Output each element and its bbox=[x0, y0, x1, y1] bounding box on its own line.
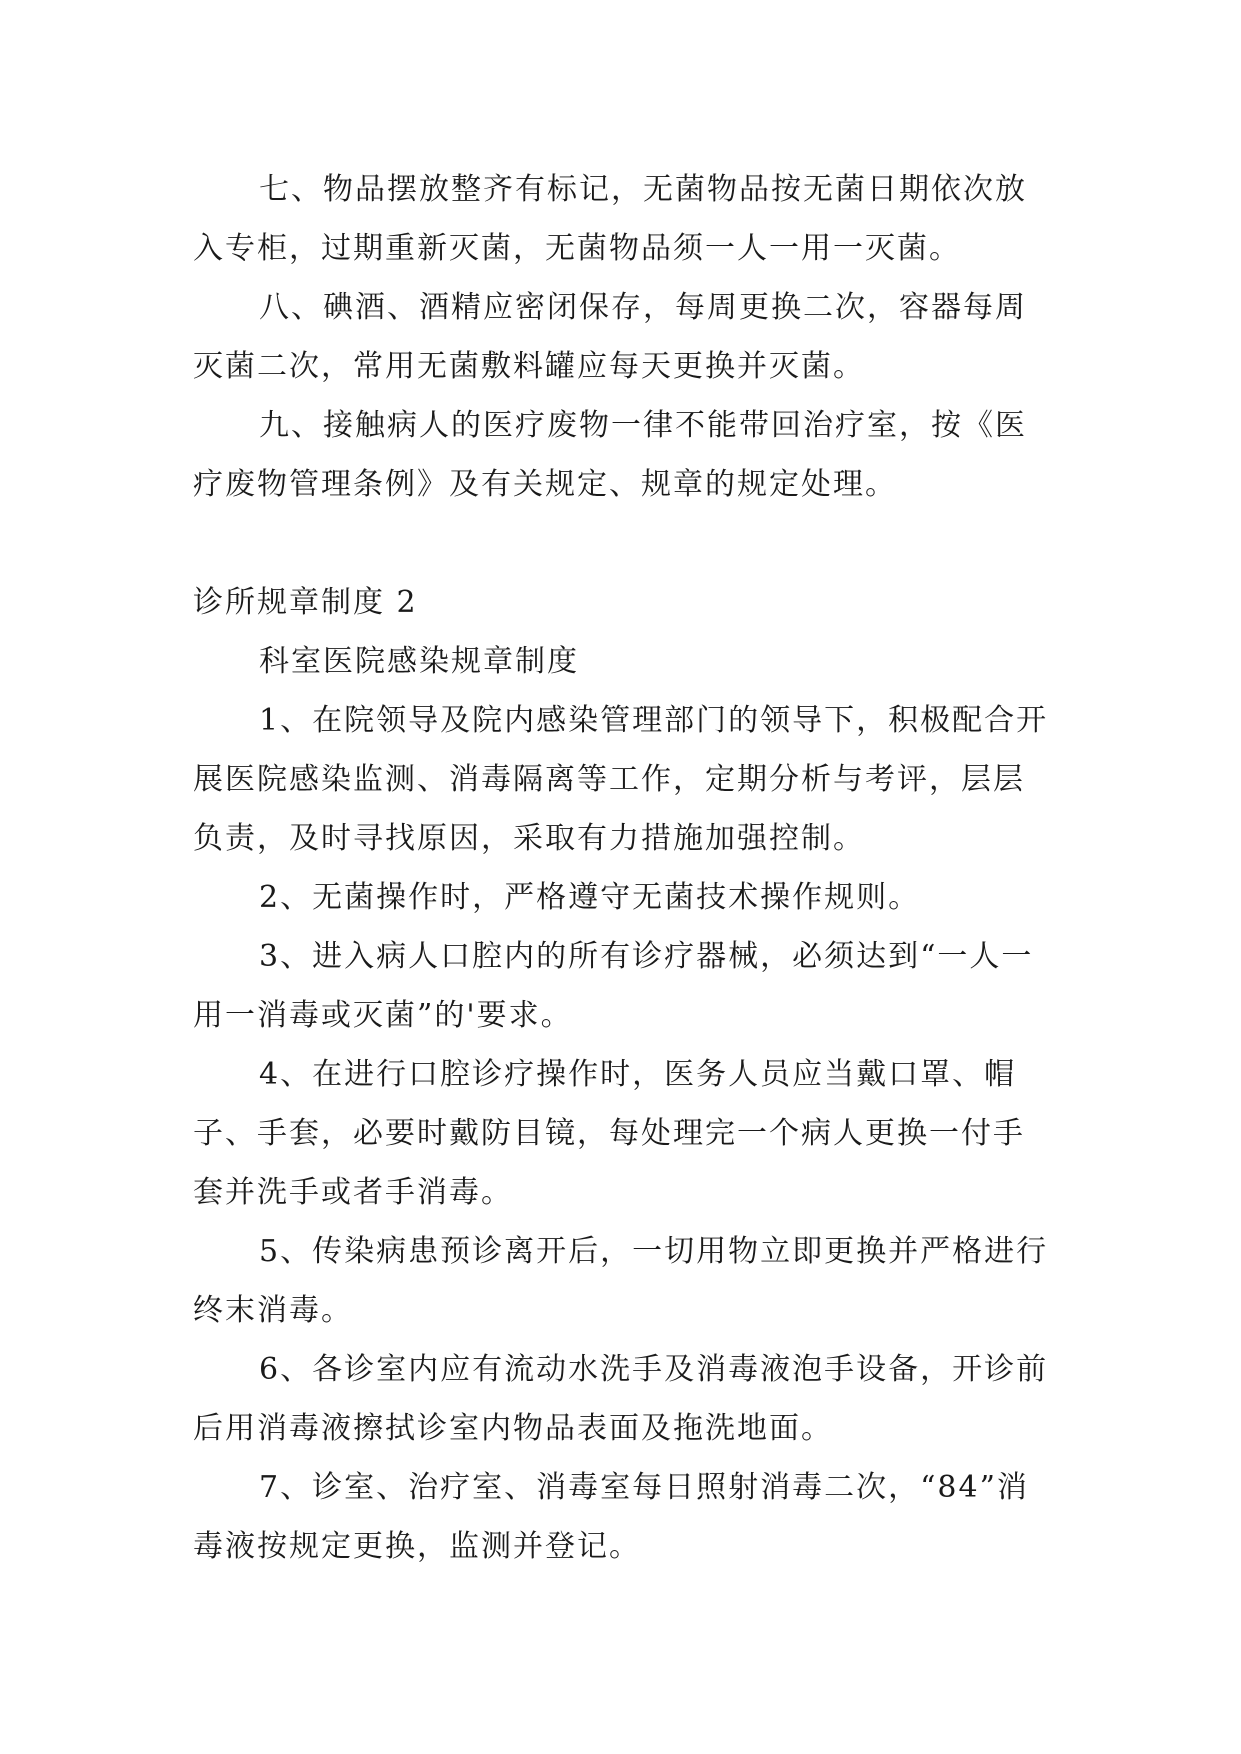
rule-item-3: 3、进入病人口腔内的所有诊疗器械，必须达到“一人一用一消毒或灭菌”的'要求。 bbox=[193, 939, 1034, 1033]
rule-item-2: 2、无菌操作时，严格遵守无菌技术操作规则。 bbox=[259, 880, 921, 915]
paragraph-item-9: 九、接触病人的医疗废物一律不能带回治疗室，按《医疗废物管理条例》及有关规定、规章的规定处理。 bbox=[193, 408, 1027, 502]
rule-item-4: 4、在进行口腔诊疗操作时，医务人员应当戴口罩、帽子、手套，必要时戴防目镜，每处理完一个病人更换一付手套并洗手或者手消毒。 bbox=[193, 1057, 1025, 1210]
paragraph-item-7: 七、物品摆放整齐有标记，无菌物品按无菌日期依次放入专柜，过期重新灭菌，无菌物品须一人一用一灭菌。 bbox=[193, 172, 1027, 266]
rule-item-1: 1、在院领导及院内感染管理部门的领导下，积极配合开展医院感染监测、消毒隔离等工作，定期分析与考评，层层负责，及时寻找原因，采取有力措施加强控制。 bbox=[193, 703, 1049, 856]
rule-item-7: 7、诊室、治疗室、消毒室每日照射消毒二次，“84”消毒液按规定更换，监测并登记。 bbox=[193, 1470, 1029, 1564]
section-heading: 诊所规章制度 2 bbox=[193, 585, 418, 620]
section-subtitle: 科室医院感染规章制度 bbox=[259, 644, 579, 679]
paragraph-item-8: 八、碘酒、酒精应密闭保存，每周更换二次，容器每周灭菌二次，常用无菌敷料罐应每天更换并灭菌。 bbox=[193, 290, 1027, 384]
rule-item-5: 5、传染病患预诊离开后，一切用物立即更换并严格进行终末消毒。 bbox=[193, 1234, 1049, 1328]
document-body bbox=[193, 160, 1053, 1576]
rule-item-6: 6、各诊室内应有流动水洗手及消毒液泡手设备，开诊前后用消毒液擦拭诊室内物品表面及拖洗地面。 bbox=[193, 1352, 1049, 1446]
